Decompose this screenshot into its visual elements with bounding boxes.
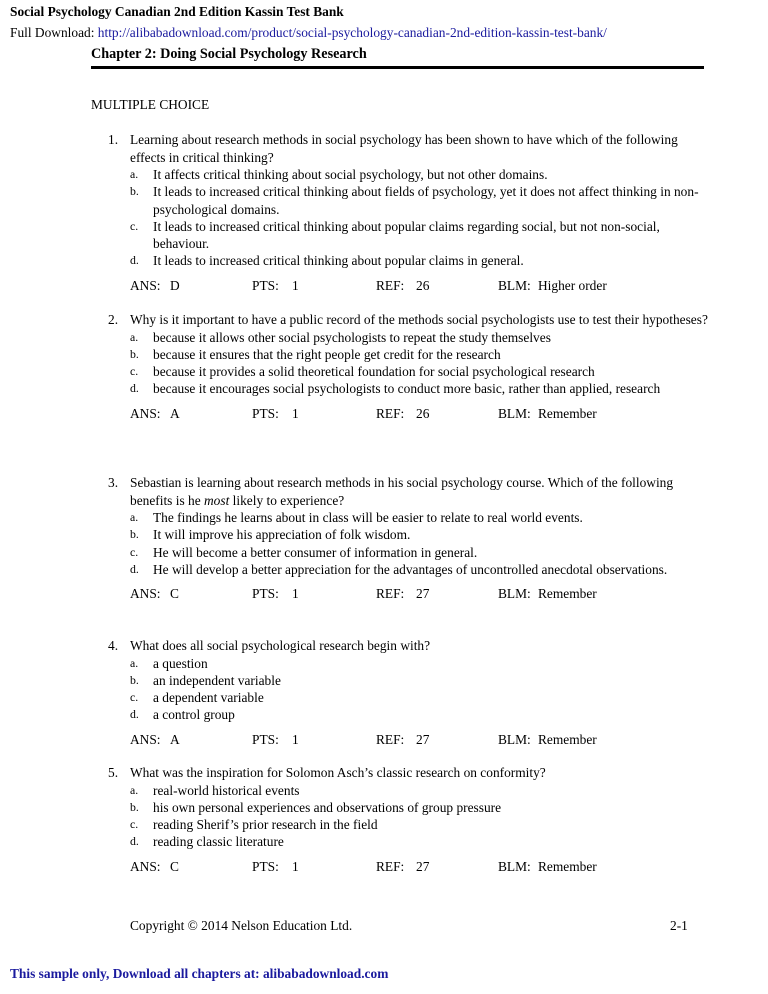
question-stem (108, 131, 708, 166)
footer-copyright: Copyright © 2014 Nelson Education Ltd. (130, 918, 353, 933)
option-a (130, 509, 708, 526)
option-c (130, 218, 708, 253)
question-number: 4 . (108, 637, 118, 655)
option-text: He will develop a better appreciation for the advantages of uncontrolled anecdotal observations. (153, 561, 668, 577)
option-text: because it ensures that the right people get credit for the research (153, 346, 501, 362)
chapter-title: Chapter 2: Doing Social Psychology Research (91, 46, 367, 62)
option-letter: d . (130, 561, 139, 578)
ans-value: D (170, 277, 180, 293)
ans-label: ANS: (130, 858, 161, 874)
option-letter: d . (130, 380, 139, 397)
download-label: Full Download: (10, 25, 98, 40)
blm-value: Higher order (538, 277, 607, 293)
option-c (130, 544, 708, 561)
ref-label: REF: (376, 586, 405, 602)
question-emphasis: most (204, 492, 230, 508)
question-text: What was the inspiration for Solomon Asch’s classic research on conformity? (130, 765, 546, 780)
ref-label: REF: (376, 858, 405, 874)
option-list (130, 509, 708, 578)
ans-value: A (170, 405, 180, 421)
ans-label: ANS: (130, 586, 161, 602)
option-c (130, 363, 708, 380)
question-2 (108, 311, 708, 423)
question-1 (108, 131, 708, 295)
question-text: Why is it important to have a public record of the methods social psychologists use to test their hypotheses? (130, 312, 708, 327)
blm-value: Remember (538, 731, 597, 747)
option-d (130, 252, 708, 269)
blm-value: Remember (538, 586, 597, 602)
question-stem (108, 637, 708, 655)
option-letter: b . (130, 526, 139, 543)
option-a (130, 655, 708, 672)
option-b (130, 346, 708, 363)
pts-label: PTS: (252, 586, 279, 602)
option-c (130, 816, 708, 833)
option-text: reading Sherif’s prior research in the field (153, 817, 378, 833)
ref-value: 26 (416, 277, 430, 293)
option-text: an independent variable (153, 672, 281, 688)
option-list (130, 655, 708, 724)
question-text: Sebastian is learning about research methods in his social psychology course. Which of the following benefits is he (130, 475, 674, 508)
option-text: It will improve his appreciation of folk wisdom. (153, 527, 411, 543)
ans-value: C (170, 586, 179, 602)
chapter-rule (91, 66, 704, 69)
pts-value: 1 (292, 586, 299, 602)
option-a (130, 166, 708, 183)
option-letter: c . (130, 816, 138, 833)
option-d (130, 380, 708, 397)
option-letter: a . (130, 782, 138, 799)
question-stem (108, 764, 708, 782)
option-text: because it provides a solid theoretical foundation for social psychological research (153, 364, 595, 380)
question-text: What does all social psychological research begin with? (130, 638, 431, 653)
option-letter: a . (130, 329, 138, 346)
ref-label: REF: (376, 277, 405, 293)
pts-value: 1 (292, 277, 299, 293)
option-b (130, 526, 708, 543)
blm-label: BLM: (498, 586, 531, 602)
pts-value: 1 (292, 731, 299, 747)
option-list (130, 166, 708, 270)
blm-value: Remember (538, 405, 597, 421)
option-b (130, 672, 708, 689)
option-d (130, 706, 708, 723)
option-text: a dependent variable (153, 690, 264, 706)
option-text: a control group (153, 707, 235, 723)
section-heading: MULTIPLE CHOICE (91, 97, 210, 112)
bottom-download-note[interactable]: This sample only, Download all chapters at: alibabadownload.com (10, 966, 389, 981)
ans-label: ANS: (130, 731, 161, 747)
download-link[interactable]: http://alibabadownload.com/product/social-psychology-canadian-2nd-edition-kassin-test-bank/ (97, 25, 607, 40)
banner-title: Social Psychology Canadian 2nd Edition Kassin Test Bank (10, 4, 344, 19)
question-text: Learning about research methods in social psychology has been shown to have which of the following effects in critical thinking? (130, 132, 678, 165)
blm-label: BLM: (498, 731, 531, 747)
ref-value: 26 (416, 405, 430, 421)
option-list (130, 329, 708, 398)
option-letter: c . (130, 544, 138, 561)
answer-line (130, 406, 708, 423)
banner-download (10, 25, 607, 41)
option-d (130, 561, 708, 578)
option-letter: c . (130, 689, 138, 706)
answer-line (130, 859, 708, 876)
option-b (130, 799, 708, 816)
option-text: real-world historical events (153, 782, 300, 798)
option-c (130, 689, 708, 706)
option-list (130, 782, 708, 851)
option-text: reading classic literature (153, 834, 284, 850)
option-text: a question (153, 655, 208, 671)
question-5 (108, 764, 708, 876)
option-letter: d . (130, 252, 139, 269)
question-number: 5 . (108, 764, 118, 782)
option-letter: b . (130, 799, 139, 816)
answer-line (130, 586, 708, 603)
question-stem (108, 474, 708, 509)
question-stem (108, 311, 708, 329)
footer-page-number: 2-1 (670, 918, 688, 933)
ref-label: REF: (376, 731, 405, 747)
option-text: The findings he learns about in class will be easier to relate to real world events. (153, 510, 583, 525)
pts-value: 1 (292, 405, 299, 421)
blm-label: BLM: (498, 858, 531, 874)
ans-label: ANS: (130, 405, 161, 421)
option-letter: d . (130, 706, 139, 723)
question-number: 2 . (108, 311, 118, 329)
blm-label: BLM: (498, 277, 531, 293)
ref-value: 27 (416, 731, 430, 747)
option-letter: b . (130, 672, 139, 689)
option-text: It leads to increased critical thinking about popular claims in general. (153, 253, 524, 269)
ref-label: REF: (376, 405, 405, 421)
answer-line (130, 278, 708, 295)
answer-line (130, 732, 708, 749)
option-letter: b . (130, 183, 139, 200)
pts-value: 1 (292, 858, 299, 874)
question-text-end: likely to experience? (229, 492, 345, 508)
option-a (130, 329, 708, 346)
ans-value: C (170, 858, 179, 874)
option-text: He will become a better consumer of information in general. (153, 544, 478, 560)
pts-label: PTS: (252, 731, 279, 747)
option-letter: c . (130, 363, 138, 380)
question-4 (108, 637, 708, 749)
option-text: because it encourages social psychologists to conduct more basic, rather than applied, research (153, 381, 661, 397)
option-text: It leads to increased critical thinking about popular claims regarding social, but not non-social, behaviour. (153, 218, 660, 252)
question-3 (108, 474, 708, 603)
option-letter: c . (130, 218, 138, 235)
option-text: his own personal experiences and observations of group pressure (153, 799, 502, 815)
option-letter: b . (130, 346, 139, 363)
blm-label: BLM: (498, 405, 531, 421)
option-letter: a . (130, 509, 138, 526)
option-a (130, 782, 708, 799)
option-text: It leads to increased critical thinking about fields of psychology, yet it does not affect thinking in non-psychological domains. (153, 184, 699, 217)
pts-label: PTS: (252, 858, 279, 874)
option-letter: a . (130, 655, 138, 672)
option-text: It affects critical thinking about social psychology, but not other domains. (153, 167, 548, 182)
pts-label: PTS: (252, 405, 279, 421)
option-b (130, 183, 708, 218)
ans-value: A (170, 731, 180, 747)
ans-label: ANS: (130, 277, 161, 293)
pts-label: PTS: (252, 277, 279, 293)
question-number: 1 . (108, 131, 118, 149)
ref-value: 27 (416, 858, 430, 874)
option-letter: a . (130, 166, 138, 183)
option-letter: d . (130, 833, 139, 850)
option-d (130, 833, 708, 850)
option-text: because it allows other social psychologists to repeat the study themselves (153, 329, 551, 345)
ref-value: 27 (416, 586, 430, 602)
blm-value: Remember (538, 858, 597, 874)
question-number: 3 . (108, 474, 118, 492)
